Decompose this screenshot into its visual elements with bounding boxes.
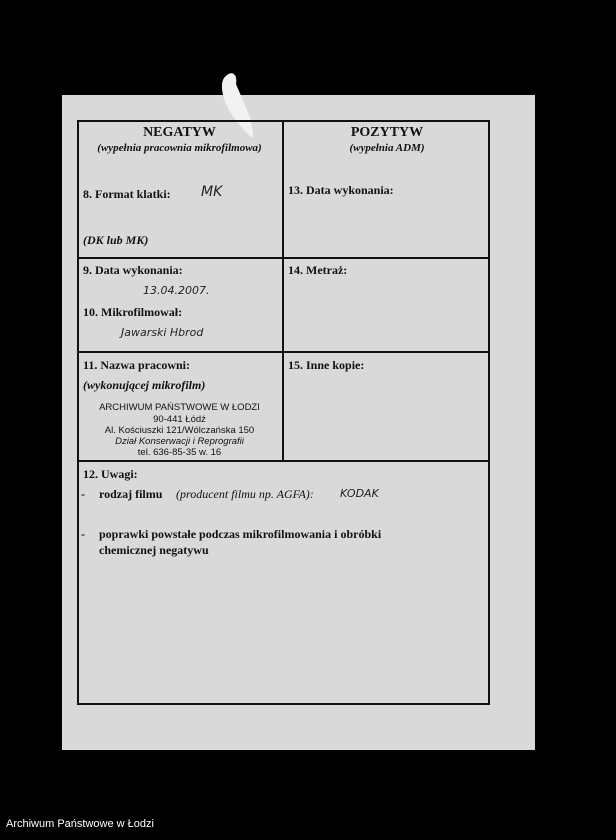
negatyw-title: NEGATYW — [143, 125, 216, 140]
bullet-2-line2: chemicznej negatywu — [99, 543, 209, 557]
bullet-1-note: (producent filmu np. AGFA): — [176, 487, 314, 501]
format-label: 8. Format klatki: — [83, 187, 171, 201]
format-value: MK — [201, 184, 223, 200]
mikrofilmowal-label: 10. Mikrofilmował: — [83, 305, 183, 319]
column-divider — [282, 120, 284, 460]
date-label: 9. Data wykonania: — [83, 263, 183, 277]
uwagi-label: 12. Uwagi: — [83, 467, 138, 481]
border-right — [488, 120, 490, 705]
nazwa-pracowni-note: (wykonującej mikrofilm) — [83, 378, 206, 392]
address-line1: ARCHIWUM PAŃSTWOWE W ŁODZI — [99, 402, 260, 413]
negatyw-subtitle: (wypełnia pracownia mikrofilmowa) — [97, 142, 262, 154]
row-divider-1 — [77, 257, 490, 259]
mikrofilmowal-signature: Jawarski Hbrod — [121, 326, 204, 339]
form-table — [77, 120, 490, 705]
pozytyw-title: POZYTYW — [350, 125, 424, 140]
row-divider-3 — [77, 460, 490, 462]
format-note: (DK lub MK) — [83, 233, 149, 247]
bullet-1-symbol: - — [81, 487, 85, 501]
bullet-2-symbol: - — [81, 527, 85, 541]
date-value: 13.04.2007. — [143, 284, 210, 297]
data-wykonania-label: 13. Data wykonania: — [288, 183, 394, 197]
address-line4: Dział Konserwacji i Reprografii — [115, 436, 244, 447]
pozytyw-subtitle: (wypełnia ADM) — [349, 142, 425, 154]
address-line5: tel. 636-85-35 w. 16 — [137, 447, 222, 458]
nazwa-pracowni-label: 11. Nazwa pracowni: — [83, 358, 190, 372]
bullet-1-label: rodzaj filmu — [99, 487, 163, 501]
row-divider-2 — [77, 351, 490, 353]
footer-caption: Archiwum Państwowe w Łodzi — [6, 818, 154, 830]
address-line2: 90-441 Łódź — [153, 414, 206, 425]
bullet-1-value: KODAK — [340, 487, 379, 500]
inne-kopie-label: 15. Inne kopie: — [288, 358, 365, 372]
border-bottom — [77, 703, 490, 705]
bullet-2-line1: poprawki powstałe podczas mikrofilmowania i obróbki — [99, 527, 382, 541]
metraz-label: 14. Metraż: — [288, 263, 348, 277]
address-line3: Al. Kościuszki 121/Wólczańska 150 — [104, 425, 255, 436]
